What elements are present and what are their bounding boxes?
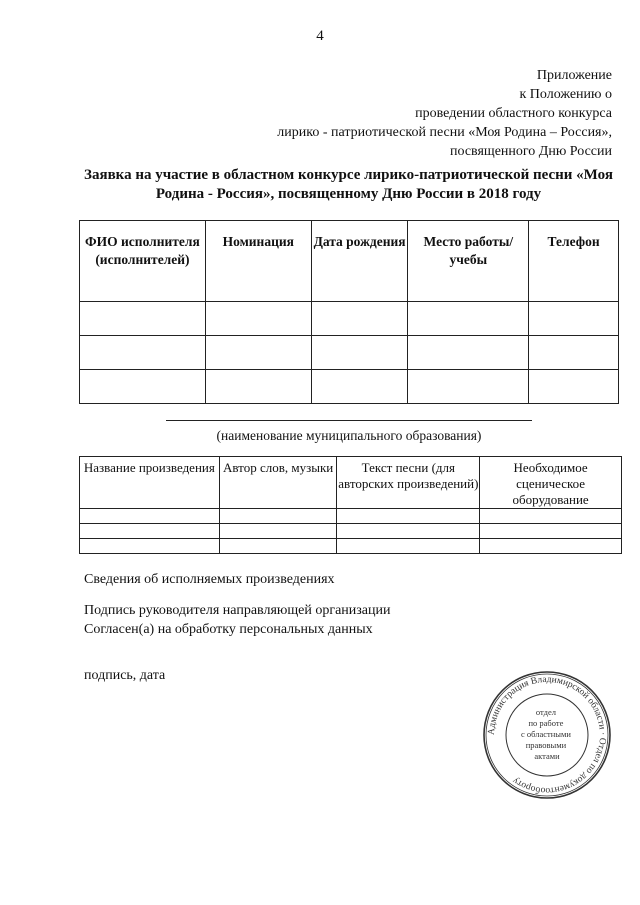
- header-fio: ФИО исполнителя (исполнителей): [80, 221, 206, 302]
- table-cell[interactable]: [205, 336, 311, 370]
- page-number: 4: [316, 28, 324, 44]
- municipality-line[interactable]: [166, 420, 532, 421]
- table-cell[interactable]: [408, 370, 529, 404]
- appendix-line: проведении областного конкурса: [415, 106, 612, 121]
- table-cell[interactable]: [311, 336, 408, 370]
- header-work-title: Название произведения: [80, 457, 220, 509]
- table-cell[interactable]: [80, 524, 220, 539]
- table-row: [80, 336, 619, 370]
- header-phone: Телефон: [529, 221, 619, 302]
- table-cell[interactable]: [408, 302, 529, 336]
- signature-date-label: подпись, дата: [84, 668, 166, 683]
- table-cell[interactable]: [408, 336, 529, 370]
- table-cell[interactable]: [80, 370, 206, 404]
- table-row: [80, 539, 622, 554]
- table-header-row: [80, 221, 619, 302]
- works-table: [79, 456, 622, 554]
- consent-label: Согласен(а) на обработку персональных данных: [84, 622, 373, 637]
- stamp-center-line: отдел: [535, 707, 556, 717]
- table-cell[interactable]: [337, 524, 480, 539]
- head-signature-label: Подпись руководителя направляющей организации: [84, 603, 391, 618]
- participant-table: [79, 220, 619, 404]
- table-cell[interactable]: [80, 302, 206, 336]
- header-lyrics: Текст песни (для авторских произведений): [337, 457, 480, 509]
- table-cell[interactable]: [205, 370, 311, 404]
- header-birth-date: Дата рождения: [311, 221, 408, 302]
- municipality-caption: (наименование муниципального образования): [216, 428, 482, 443]
- official-stamp: [482, 670, 612, 800]
- application-title: Заявка на участие в областном конкурсе лирико-патриотической песни «Моя Родина - Россия», посвященному Дню России в 2018 году: [84, 167, 613, 202]
- table-cell[interactable]: [337, 509, 480, 524]
- table-cell[interactable]: [219, 509, 337, 524]
- table-cell[interactable]: [480, 509, 622, 524]
- table-cell[interactable]: [480, 539, 622, 554]
- appendix-line: посвященного Дню России: [450, 144, 612, 159]
- appendix-line: Приложение: [536, 68, 612, 83]
- table-cell[interactable]: [80, 336, 206, 370]
- header-nomination: Номинация: [205, 221, 311, 302]
- table-cell[interactable]: [311, 370, 408, 404]
- svg-text:отдел по работе с обла: [521, 707, 573, 761]
- table-cell[interactable]: [311, 302, 408, 336]
- table-cell[interactable]: [205, 302, 311, 336]
- table-row: [80, 509, 622, 524]
- table-cell[interactable]: [529, 370, 619, 404]
- works-info-label: Сведения об исполняемых произведениях: [84, 572, 335, 587]
- appendix-line: к Положению о: [519, 87, 612, 102]
- table-cell[interactable]: [337, 539, 480, 554]
- table-row: [80, 302, 619, 336]
- table-row: [80, 524, 622, 539]
- table-cell[interactable]: [480, 524, 622, 539]
- header-equipment: Необходимое сценическое оборудование: [480, 457, 622, 509]
- table-cell[interactable]: [219, 524, 337, 539]
- stamp-center-line: правовыми: [525, 740, 567, 750]
- stamp-center-line: по работе: [528, 718, 564, 728]
- appendix-header: [277, 66, 612, 161]
- header-workplace: Место работы/учебы: [408, 221, 529, 302]
- stamp-ring-text: Администрация Владимирской области · Отдел по документообороту: [486, 674, 608, 796]
- table-row: [80, 370, 619, 404]
- table-cell[interactable]: [80, 539, 220, 554]
- stamp-center-line: с областными: [520, 729, 571, 739]
- stamp-center-line: актами: [534, 751, 560, 761]
- table-cell[interactable]: [529, 302, 619, 336]
- header-author: Автор слов, музыки: [219, 457, 337, 509]
- table-cell[interactable]: [80, 509, 220, 524]
- table-cell[interactable]: [219, 539, 337, 554]
- table-header-row: [80, 457, 622, 509]
- appendix-line: лирико - патриотической песни «Моя Родина – Россия»,: [277, 125, 612, 140]
- table-cell[interactable]: [529, 336, 619, 370]
